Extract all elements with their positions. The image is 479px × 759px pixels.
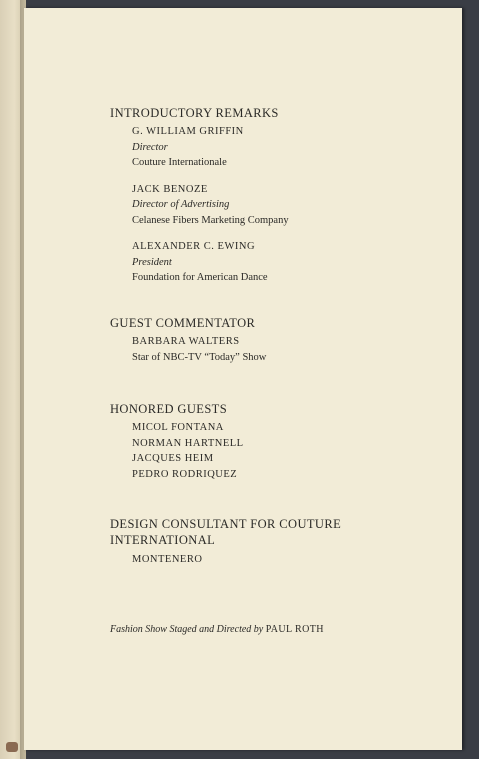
guest-name: NORMAN HARTNELL (132, 437, 244, 449)
director-name: PAUL ROTH (265, 624, 324, 635)
credit-prefix: Fashion Show Staged and Directed by (110, 624, 264, 635)
speaker-entry (132, 239, 430, 286)
guest-list (132, 420, 430, 482)
speaker-role: Director (132, 141, 168, 153)
speaker-role: President (132, 256, 172, 268)
binding-mark (6, 742, 18, 752)
staging-credit (110, 624, 324, 635)
section-design-consultant (110, 516, 430, 568)
speaker-name: JACK BENOZE (132, 183, 208, 195)
section-heading: GUEST COMMENTATOR (110, 316, 256, 330)
section-heading-line2: INTERNATIONAL (110, 533, 216, 547)
speaker-entry (132, 182, 430, 229)
speaker-organization: Couture Internationale (132, 157, 227, 168)
commentator-entry (132, 334, 430, 365)
speaker-organization: Celanese Fibers Marketing Company (132, 214, 289, 226)
commentator-name: BARBARA WALTERS (132, 336, 240, 347)
guest-name: MICOL FONTANA (132, 422, 224, 433)
guest-name: PEDRO RODRIQUEZ (132, 468, 238, 480)
section-heading: HONORED GUESTS (110, 402, 228, 416)
section-honored-guests (110, 401, 430, 482)
speaker-name: ALEXANDER C. EWING (132, 241, 256, 252)
section-heading-line1: DESIGN CONSULTANT FOR COUTURE (110, 517, 342, 531)
speaker-entry (132, 124, 430, 171)
speaker-role: Director of Advertising (132, 199, 230, 210)
consultant-name: MONTENERO (132, 554, 203, 565)
speaker-organization: Foundation for American Dance (132, 272, 268, 283)
consultant-entry (132, 552, 430, 568)
guest-name: JACQUES HEIM (132, 453, 214, 464)
speaker-name: G. WILLIAM GRIFFIN (132, 126, 244, 137)
section-heading: INTRODUCTORY REMARKS (110, 106, 279, 120)
section-introductory-remarks (110, 105, 430, 286)
commentator-description: Star of NBC-TV “Today” Show (132, 351, 267, 363)
section-guest-commentator (110, 315, 430, 365)
